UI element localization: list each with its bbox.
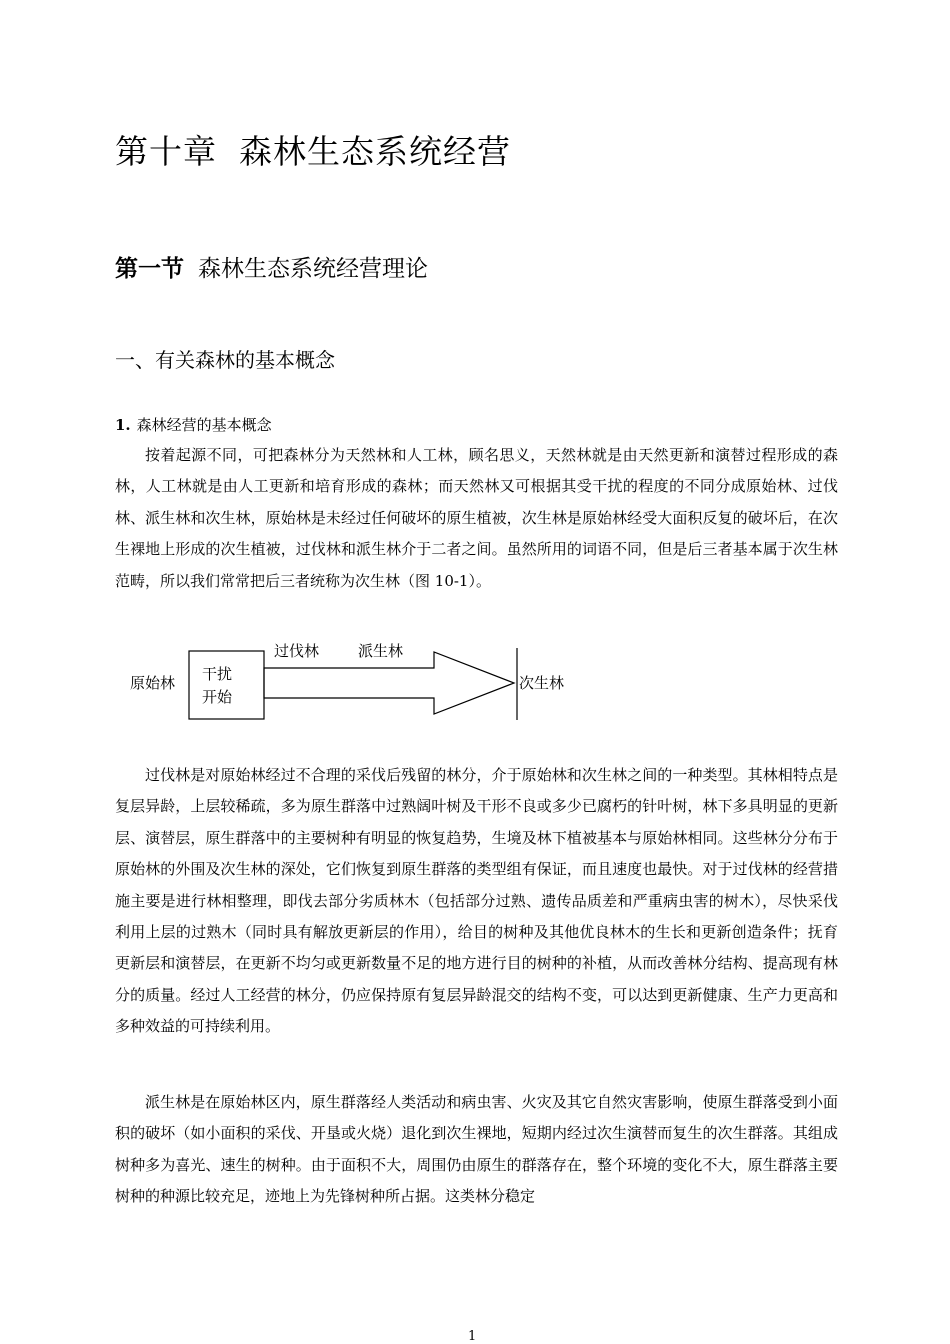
item-title: 森林经营的基本概念 (136, 416, 272, 434)
item-heading (115, 414, 272, 435)
item-number: 1. (115, 416, 131, 434)
page-number: 1 (468, 1329, 477, 1344)
derived-forest-label: 派生林 (358, 642, 404, 660)
paragraph-3: 派生林是在原始林区内，原生群落经人类活动和病虫害、火灾及其它自然灾害影响，使原生群落受到小面积的破坏（如小面积的采伐、开垦或火烧）退化到次生裸地，短期内经过次生演替而复生的次生群落。其组成树种多为喜光、速生的树种。由于面积不大，周围仍由原生的群落存在，整个环境的变化不大，原生群落主要树种的种源比较充足，迹地上为先锋树种所占据。这类林分稳定 (115, 1093, 838, 1206)
box-label-line2: 开始 (202, 688, 233, 706)
subsection-heading: 一、有关森林的基本概念 (115, 348, 335, 372)
overcut-forest-label: 过伐林 (274, 642, 320, 660)
paragraph-2: 过伐林是对原始林经过不合理的采伐后残留的林分，介于原始林和次生林之间的一种类型。其林相特点是复层异龄，上层较稀疏，多为原生群落中过熟阔叶树及干形不良或多少已腐朽的针叶树，林下多具明显的更新层、演替层，原生群落中的主要树种有明显的恢复趋势，生境及林下植被基本与原始林相同。这些林分分布于原始林的外围及次生林的深处，它们恢复到原生群落的类型组有保证，而且速度也最快。对于过伐林的经营措施主要是进行林相整理，即伐去部分劣质林木（包括部分过熟、遗传品质差和严重病虫害的树木），尽快采伐利用上层的过熟木（同时具有解放更新层的作用），给目的树种及其他优良林木的生长和更新创造条件；抚育更新层和演替层，在更新不均匀或更新数量不足的地方进行目的树种的补植，从而改善林分结构、提高现有林分的质量。经过人工经营的林分，仍应保持原有复层异龄混交的结构不变，可以达到更新健康、生产力更高和多种效益的可持续利用。 (115, 766, 838, 1036)
section-number: 第一节 (115, 255, 184, 282)
succession-arrow (264, 652, 514, 714)
primary-forest-label: 原始林 (130, 674, 176, 692)
chapter-number: 第十章 (115, 132, 217, 171)
succession-diagram (120, 632, 600, 732)
box-label-line1: 干扰 (202, 665, 233, 683)
disturbance-box (189, 651, 264, 719)
paragraph-1: 按着起源不同，可把森林分为天然林和人工林，顾名思义，天然林就是由天然更新和演替过程形成的森林，人工林就是由人工更新和培育形成的森林；而天然林又可根据其受干扰的程度的不同分成原始林、过伐林、派生林和次生林，原始林是未经过任何破坏的原生植被，次生林是原始林经受大面积反复的破坏后，在次生裸地上形成的次生植被，过伐林和派生林介于二者之间。虽然所用的词语不同，但是后三者基本属于次生林范畴，所以我们常常把后三者统称为次生林（图 10-1）。 (115, 446, 838, 590)
secondary-forest-label: 次生林 (519, 674, 565, 692)
section-heading (115, 250, 428, 283)
chapter-heading (115, 126, 511, 173)
section-title: 森林生态系统经营理论 (198, 256, 428, 282)
chapter-title: 森林生态系统经营 (239, 132, 511, 171)
